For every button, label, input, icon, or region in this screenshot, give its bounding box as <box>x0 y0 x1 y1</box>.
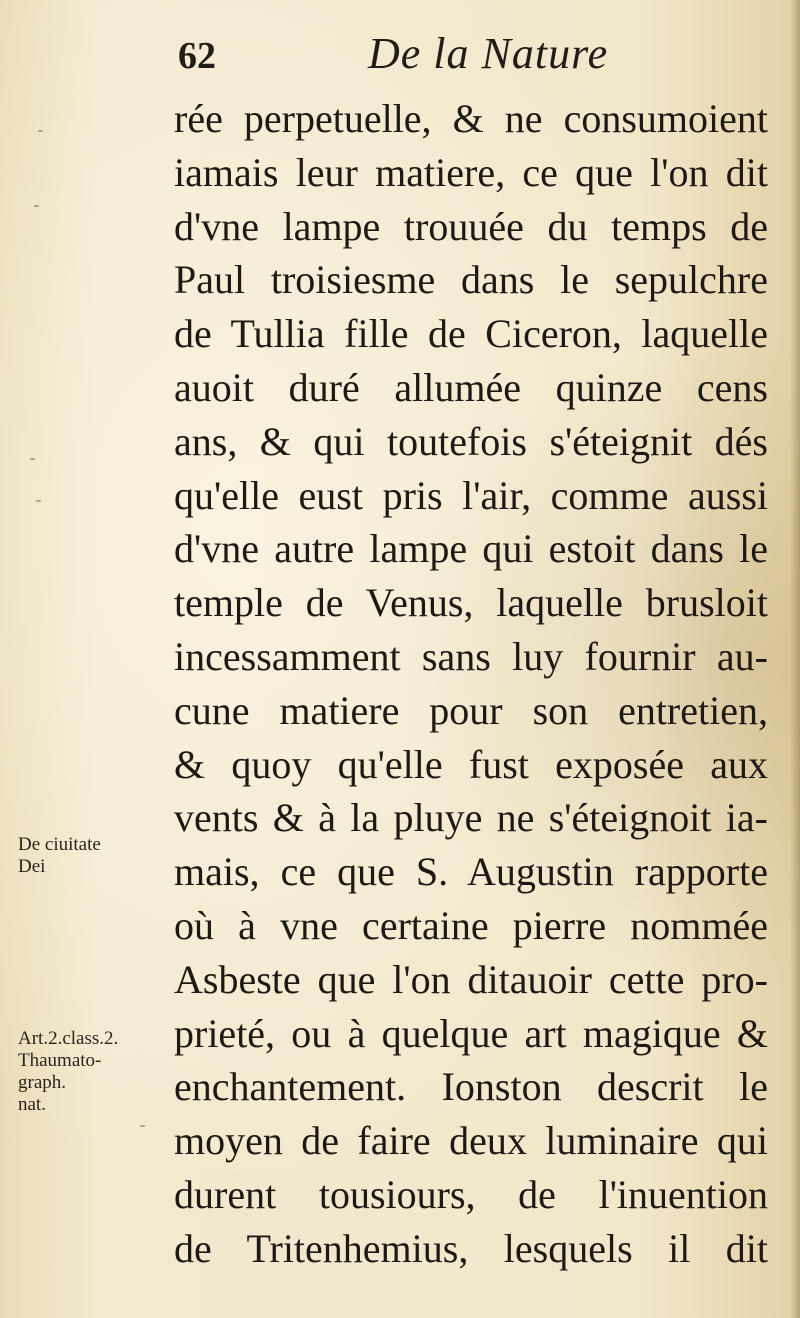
text-line: incessamment sans luy fournir au- <box>174 633 768 679</box>
margin-note-thaumatograph <box>18 1028 118 1116</box>
margin-notes <box>0 0 170 1318</box>
text-line: ans, & qui toutefois s'éteignit dés <box>174 418 768 464</box>
text-line: où à vne certaine pierre nommée <box>174 902 768 948</box>
text-line: Paul troisiesme dans le sepulchre <box>174 257 768 303</box>
text-line: cune matiere pour son entretien, <box>174 687 768 733</box>
text-line: vents & à la pluye ne s'éteignoit ia- <box>174 795 768 841</box>
text-line: iamais leur matiere, ce que l'on dit <box>174 149 768 195</box>
margin-note-line: Thaumato- <box>18 1050 102 1071</box>
ink-speck <box>36 500 41 502</box>
ink-speck <box>34 205 39 207</box>
text-line: auoit duré allumée quinze cens <box>174 364 768 410</box>
ink-speck <box>30 458 35 460</box>
text-line: qu'elle eust pris l'air, comme aussi <box>174 472 768 518</box>
text-line: mais, ce que S. Augustin rapporte <box>174 849 768 895</box>
text-line: prieté, ou à quelque art magique & <box>174 1010 768 1056</box>
text-line: rée perpetuelle, & ne consumoient <box>174 96 768 141</box>
ink-speck <box>140 1125 145 1127</box>
text-line: enchantement. Ionston descrit le <box>174 1064 768 1110</box>
ink-speck <box>38 130 43 132</box>
margin-note-line: nat. <box>18 1094 46 1115</box>
margin-note-line: De ciuitate <box>18 834 101 855</box>
page-number: 62 <box>178 35 216 77</box>
text-line: de Tritenhemius, lesquels il dit <box>174 1225 768 1271</box>
text-line: & quoy qu'elle fust exposée aux <box>174 741 768 787</box>
body-text <box>174 92 768 1276</box>
text-line: d'vne lampe trouuée du temps de <box>174 203 768 249</box>
text-line: moyen de faire deux luminaire qui <box>174 1118 768 1164</box>
text-line: durent tousiours, de l'inuention <box>174 1171 768 1217</box>
margin-note-line: Dei <box>18 856 46 877</box>
running-title: De la Nature <box>368 29 609 78</box>
text-line: de Tullia fille de Ciceron, laquelle <box>174 311 768 357</box>
text-line: Asbeste que l'on ditauoir cette pro- <box>174 956 768 1002</box>
margin-note-line: graph. <box>18 1072 67 1093</box>
margin-note-de-ciuitate-dei <box>18 834 101 878</box>
margin-note-line: Art.2.class.2. <box>18 1028 119 1049</box>
text-line: temple de Venus, laquelle brusloit <box>174 580 768 626</box>
text-line: d'vne autre lampe qui estoit dans le <box>174 526 768 572</box>
page-edge-shadow <box>790 0 800 1318</box>
